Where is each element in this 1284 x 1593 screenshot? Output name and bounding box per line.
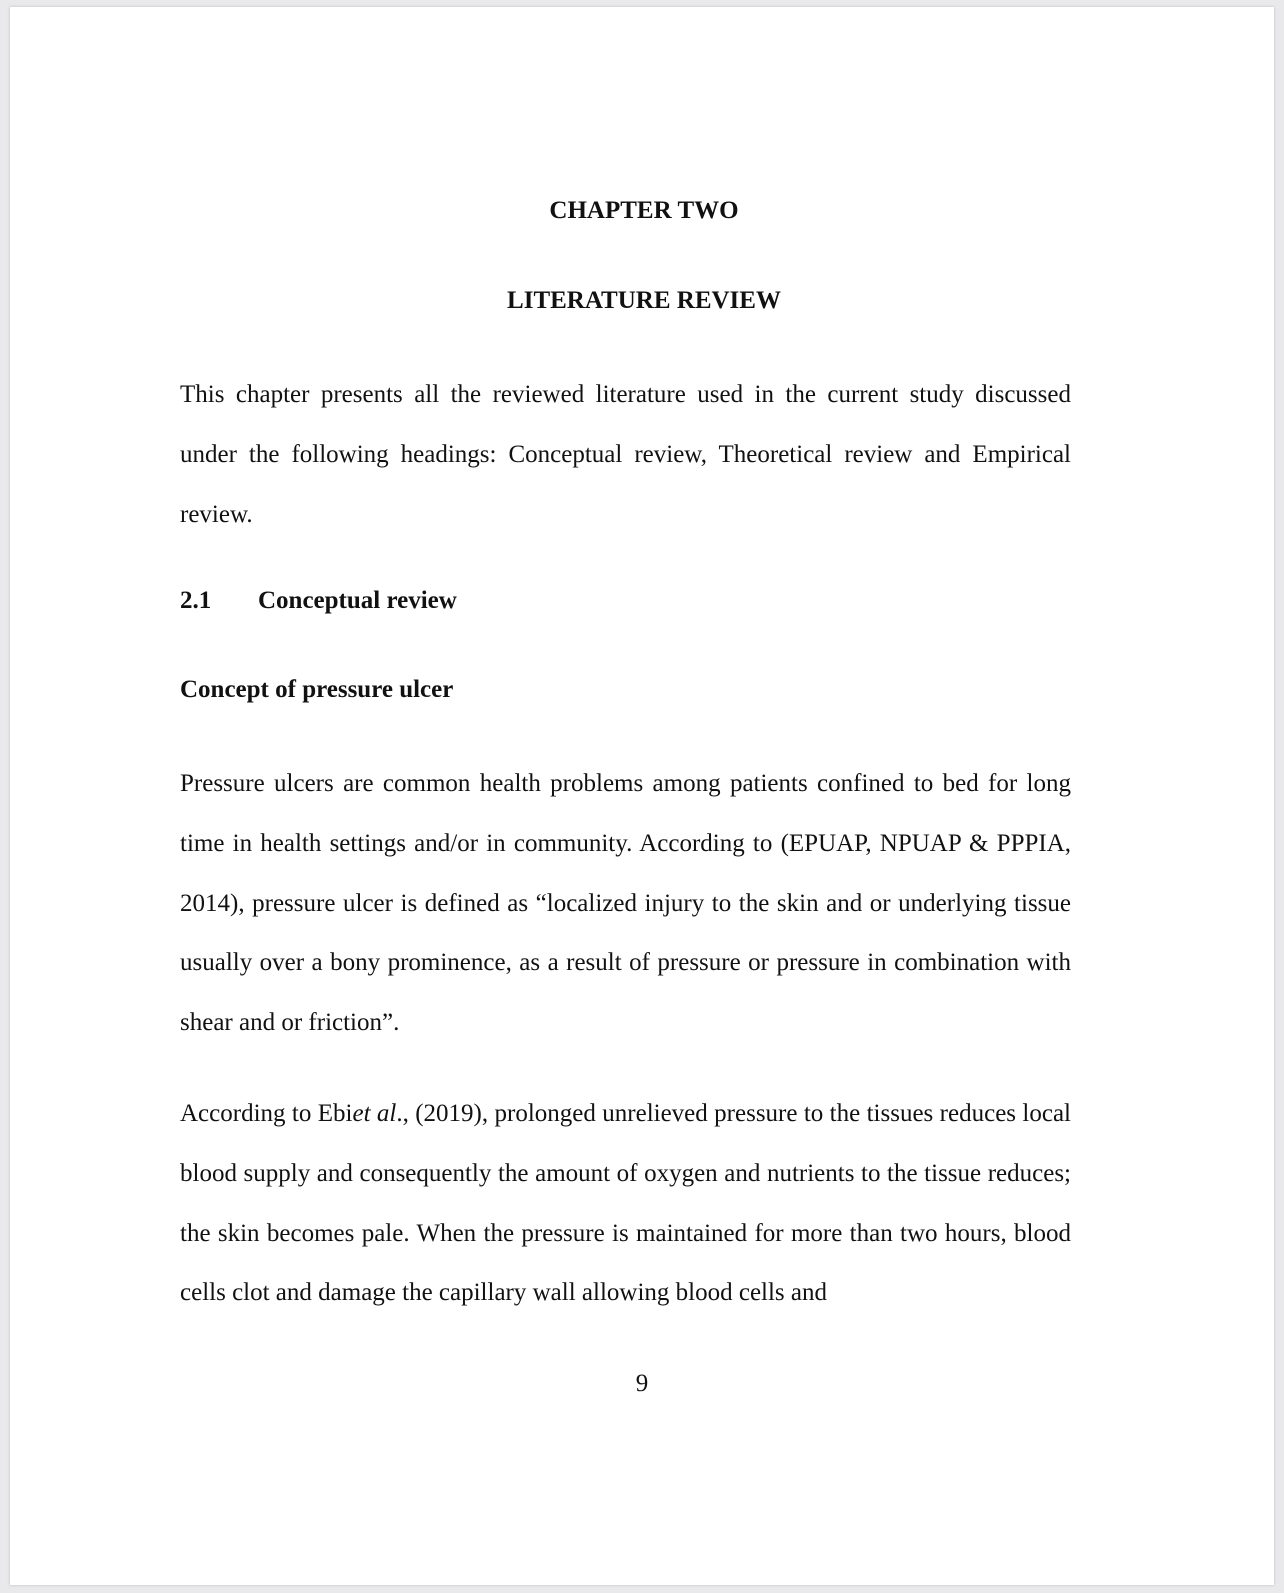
body-paragraph-1: Pressure ulcers are common health problems among patients confined to bed for long time in health settings and/or in community. According to (EPUAP, NPUAP & PPPIA, 2014), pressure ulcer is defined as “localized injury to the skin and or underlying tissue usually over a bony prominence, as a result of pressure or pressure in combination with shear and or friction”. — [180, 770, 1071, 1037]
subsection-title: Conceptual review — [258, 587, 457, 614]
body-paragraph-2 — [180, 1084, 1071, 1323]
paragraph-2-rest: ., (2019), prolonged unrelieved pressure to the tissues reduces local blood supply and consequently the amount of oxygen and nutrients to the tissue reduces; the skin becomes pale. When the pressure is maintained for more than two hours, blood cells clot and damage the capillary wall allowing blood cells and — [180, 1100, 1071, 1307]
concept-subheading: Concept of pressure ulcer — [180, 676, 454, 703]
section-title: LITERATURE REVIEW — [507, 287, 781, 314]
subsection-heading — [180, 587, 457, 615]
document-page — [10, 7, 1274, 1585]
intro-paragraph: This chapter presents all the reviewed literature used in the current study discussed under the following headings: Conceptual review, Theoretical review and Empirical review. — [180, 381, 1071, 528]
paragraph-2-start: According to Ebi — [180, 1100, 353, 1127]
chapter-title: CHAPTER TWO — [549, 197, 739, 224]
subsection-number: 2.1 — [180, 587, 212, 614]
page-number: 9 — [635, 1370, 649, 1397]
paragraph-2-italic: et al — [352, 1100, 397, 1127]
